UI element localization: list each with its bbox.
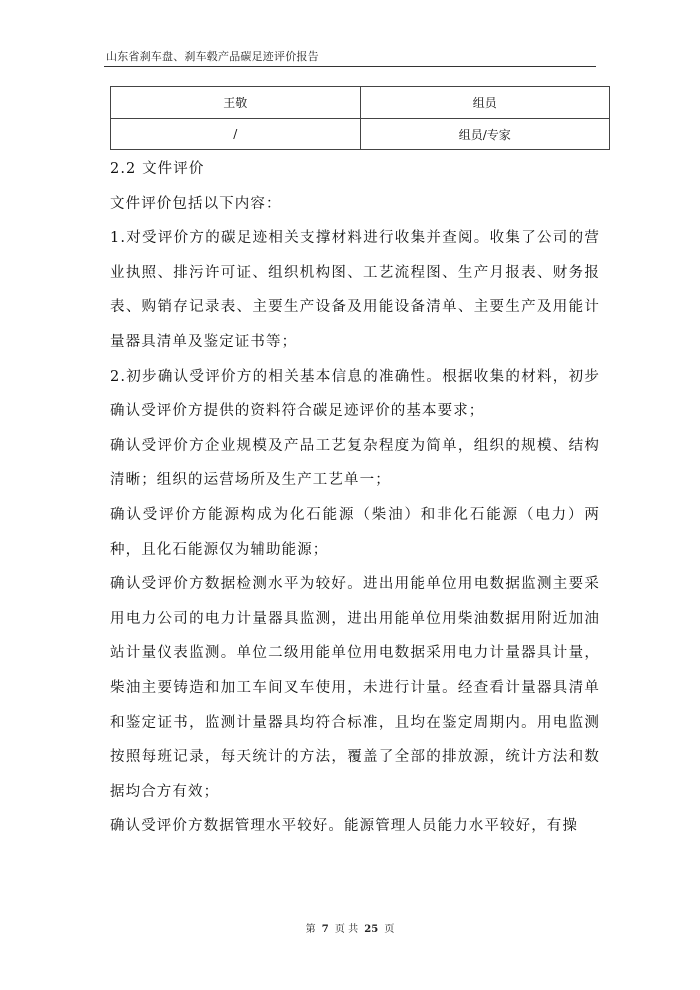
table-row xyxy=(111,119,610,150)
member-role-cell: 组员 xyxy=(360,87,610,119)
paragraph: 文件评价包括以下内容： xyxy=(110,195,282,212)
footer-prefix: 第 xyxy=(305,924,316,935)
team-table xyxy=(110,86,610,150)
paragraph: 2.初步确认受评价方的相关基本信息的准确性。根据收集的材料，初步确认受评价方提供的资料符合碳足迹评价的基本要求； xyxy=(110,368,600,420)
paragraph: 1.对受评价方的碳足迹相关支撑材料进行收集并查阅。收集了公司的营业执照、排污许可证、组织机构图、工艺流程图、生产月报表、财务报表、购销存记录表、主要生产设备及用能设备清单、主要生产及用能计量器具清单及鉴定证书等； xyxy=(110,230,600,350)
footer-suffix: 页 xyxy=(384,924,395,935)
paragraph: 确认受评价方数据管理水平较好。能源管理人员能力水平较好，有操 xyxy=(110,818,578,835)
section-heading: 2.2 文件评价 xyxy=(110,161,205,177)
member-name-cell: / xyxy=(111,119,361,150)
paragraph: 确认受评价方企业规模及产品工艺复杂程度为简单，组织的规模、结构清晰；组织的运营场所及生产工艺单一； xyxy=(110,437,600,489)
total-pages: 25 xyxy=(364,924,379,935)
page-number: 7 xyxy=(321,924,329,935)
footer-middle: 页 共 xyxy=(334,924,359,935)
document-body xyxy=(110,152,600,844)
report-header-title: 山东省刹车盘、刹车毂产品碳足迹评价报告 xyxy=(106,50,319,63)
page-footer xyxy=(0,920,700,935)
member-role-cell: 组员/专家 xyxy=(360,119,610,150)
paragraph: 确认受评价方数据检测水平为较好。进出用能单位用电数据监测主要采用电力公司的电力计量器具监测，进出用能单位用柴油数据用附近加油站计量仪表监测。单位二级用能单位用电数据采用电力计量器具计量，柴油主要铸造和加工车间叉车使用，未进行计量。经查看计量器具清单和鉴定证书，监测计量器具均符合标准，且均在鉴定周期内。用电监测按照每班记录，每天统计的方法，覆盖了全部的排放源，统计方法和数据均合方有效； xyxy=(110,576,600,800)
paragraph: 确认受评价方能源构成为化石能源（柴油）和非化石能源（电力）两种，且化石能源仅为辅助能源； xyxy=(110,506,600,558)
header-divider xyxy=(104,66,596,67)
table-row xyxy=(111,87,610,119)
member-name-cell: 王敬 xyxy=(111,87,361,119)
